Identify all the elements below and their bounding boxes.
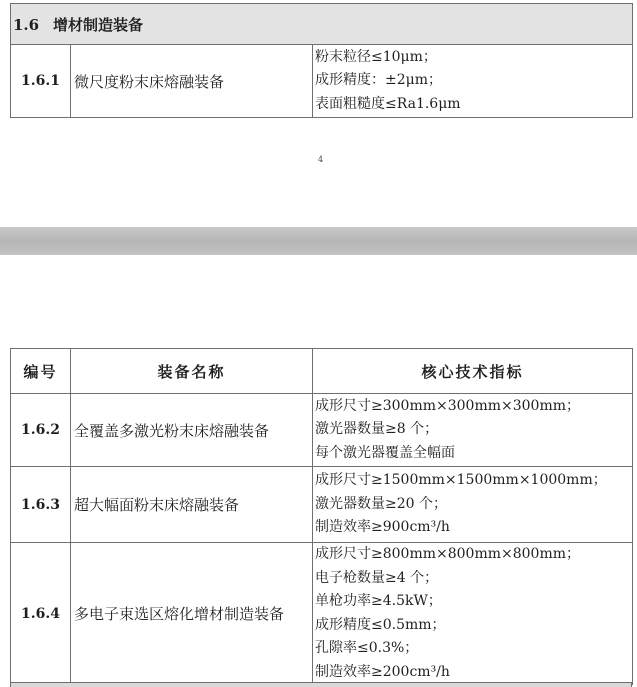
core-specs <box>313 543 633 685</box>
spec-line: 成形尺寸≥1500mm×1500mm×1000mm； <box>315 472 607 489</box>
equipment-name: 微尺度粉末床熔融装备 <box>71 45 313 118</box>
next-section-strip <box>10 682 632 687</box>
spec-line: 表面粗糙度≤Ra1.6μm <box>315 95 461 112</box>
spec-line: 激光器数量≥20 个； <box>315 495 447 512</box>
header-specs: 核心技术指标 <box>313 349 633 394</box>
table-row <box>11 543 633 685</box>
table-row <box>11 394 633 467</box>
core-specs <box>313 467 633 543</box>
spec-line: 制造效率≥900cm³/h <box>315 519 450 536</box>
header-number: 编号 <box>11 349 71 394</box>
equipment-table-page1 <box>10 3 633 118</box>
spec-line: 激光器数量≥8 个； <box>315 421 439 438</box>
equipment-name: 超大幅面粉末床熔融装备 <box>71 467 313 543</box>
spec-line: 成形尺寸≥300mm×300mm×300mm； <box>315 397 581 414</box>
page-separator <box>0 227 637 255</box>
item-number: 1.6.2 <box>11 394 71 467</box>
spec-line: 单枪功率≥4.5kW； <box>315 593 442 609</box>
equipment-name: 全覆盖多激光粉末床熔融装备 <box>71 394 313 467</box>
spec-line: 制造效率≥200cm³/h <box>315 663 450 680</box>
page-number: 4 <box>318 155 324 164</box>
section-number: 1.6 <box>13 15 40 34</box>
table-row <box>11 467 633 543</box>
spec-line: 粉末粒径≤10μm； <box>315 48 437 65</box>
table-header-row <box>11 349 633 394</box>
equipment-name: 多电子束选区熔化增材制造装备 <box>71 543 313 685</box>
core-specs <box>313 45 633 118</box>
spec-line: 成形精度≤0.5mm； <box>315 616 446 633</box>
spec-line: 成形精度：±2μm； <box>315 72 443 89</box>
core-specs <box>313 394 633 467</box>
equipment-table-page2 <box>10 348 633 685</box>
spec-line: 每个激光器覆盖全幅面 <box>315 444 455 461</box>
spec-line: 孔隙率≤0.3%； <box>315 640 419 656</box>
section-heading <box>11 4 633 45</box>
item-number: 1.6.1 <box>11 45 71 118</box>
section-header-row <box>11 4 633 45</box>
item-number: 1.6.3 <box>11 467 71 543</box>
item-number: 1.6.4 <box>11 543 71 685</box>
header-name: 装备名称 <box>71 349 313 394</box>
table-row <box>11 45 633 118</box>
section-title: 增材制造装备 <box>53 15 144 34</box>
spec-line: 成形尺寸≥800mm×800mm×800mm； <box>315 546 581 562</box>
spec-line: 电子枪数量≥4 个； <box>315 569 439 586</box>
